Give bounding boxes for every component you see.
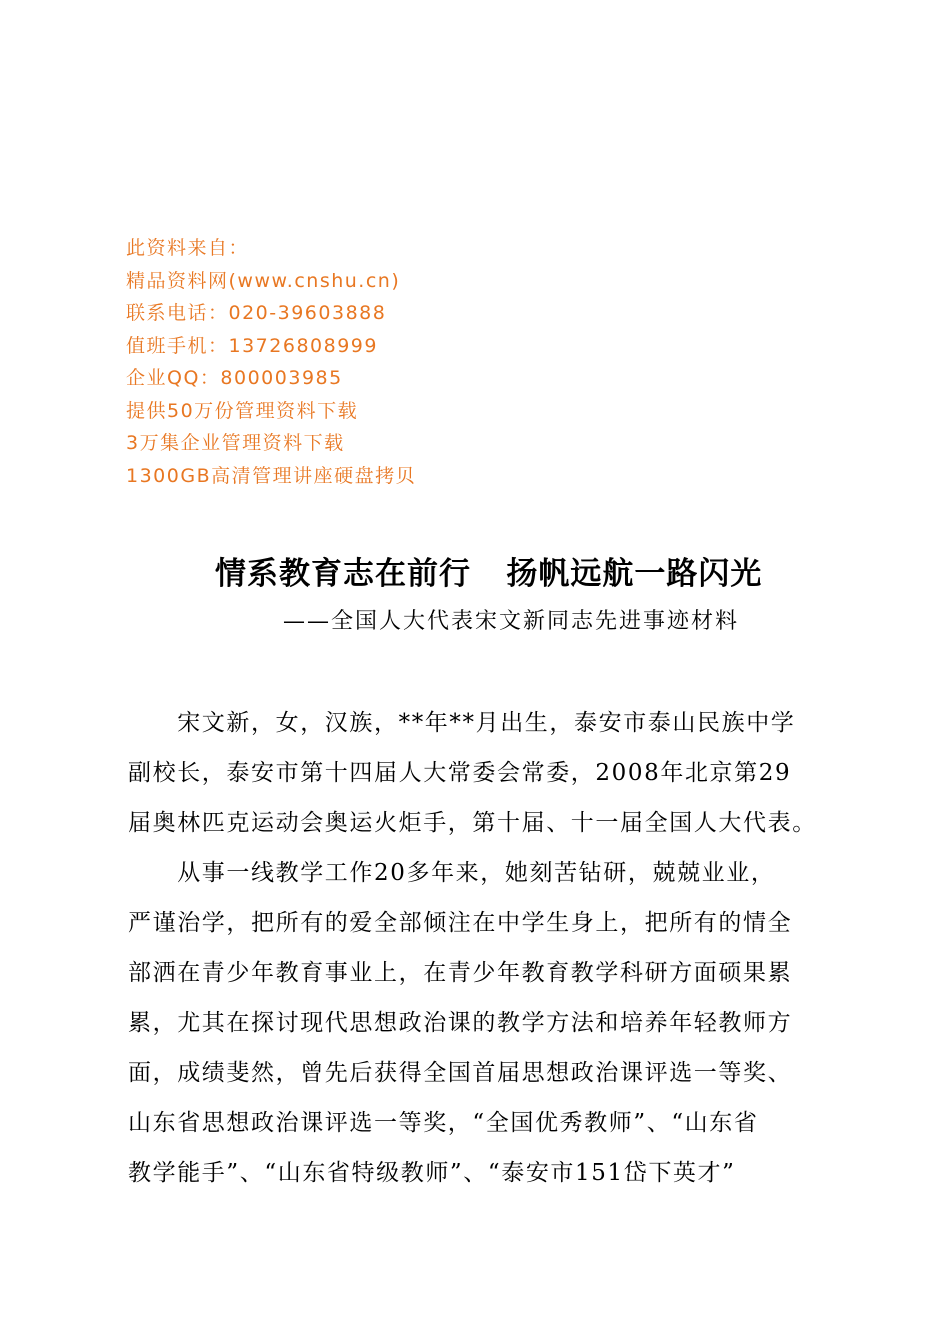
duty-mobile: 值班手机：13726808999 <box>126 334 378 357</box>
company-qq: 企业QQ：800003985 <box>126 367 343 389</box>
body-line: 山东省思想政治课评选一等奖，“全国优秀教师”、“山东省 <box>128 1110 759 1136</box>
promo-line-1: 提供50万份管理资料下载 <box>126 399 359 422</box>
body-line: 面，成绩斐然，曾先后获得全国首届思想政治课评选一等奖、 <box>128 1060 793 1086</box>
body-line: 严谨治学，把所有的爱全部倾注在中学生身上，把所有的情全 <box>128 910 793 936</box>
body-line: 教学能手”、“山东省特级教师”、“泰安市151岱下英才” <box>128 1160 736 1186</box>
document-title: 情系教育志在前行 扬帆远航一路闪光 <box>215 556 763 592</box>
body-line: 累，尤其在探讨现代思想政治课的教学方法和培养年轻教师方 <box>128 1010 793 1036</box>
document-body <box>128 698 838 1198</box>
source-website: 精品资料网(www.cnshu.cn) <box>126 269 401 292</box>
body-line: 副校长，泰安市第十四届人大常委会常委，2008年北京第29 <box>128 760 792 786</box>
promo-line-2: 3万集企业管理资料下载 <box>126 432 345 454</box>
body-line: 从事一线教学工作20多年来，她刻苦钻研，兢兢业业， <box>128 860 776 886</box>
promo-line-3: 1300GB高清管理讲座硬盘拷贝 <box>126 464 417 487</box>
body-line: 宋文新，女，汉族，**年**月出生，泰安市泰山民族中学 <box>128 710 796 736</box>
body-line: 部洒在青少年教育事业上，在青少年教育教学科研方面硕果累 <box>128 960 793 986</box>
source-label: 此资料来自： <box>126 237 250 259</box>
contact-phone: 联系电话：020-39603888 <box>126 302 387 324</box>
source-info-block <box>126 232 686 492</box>
document-subtitle: ——全国人大代表宋文新同志先进事迹材料 <box>283 609 740 634</box>
body-line: 届奥林匹克运动会奥运火炬手，第十届、十一届全国人大代表。 <box>128 810 817 836</box>
